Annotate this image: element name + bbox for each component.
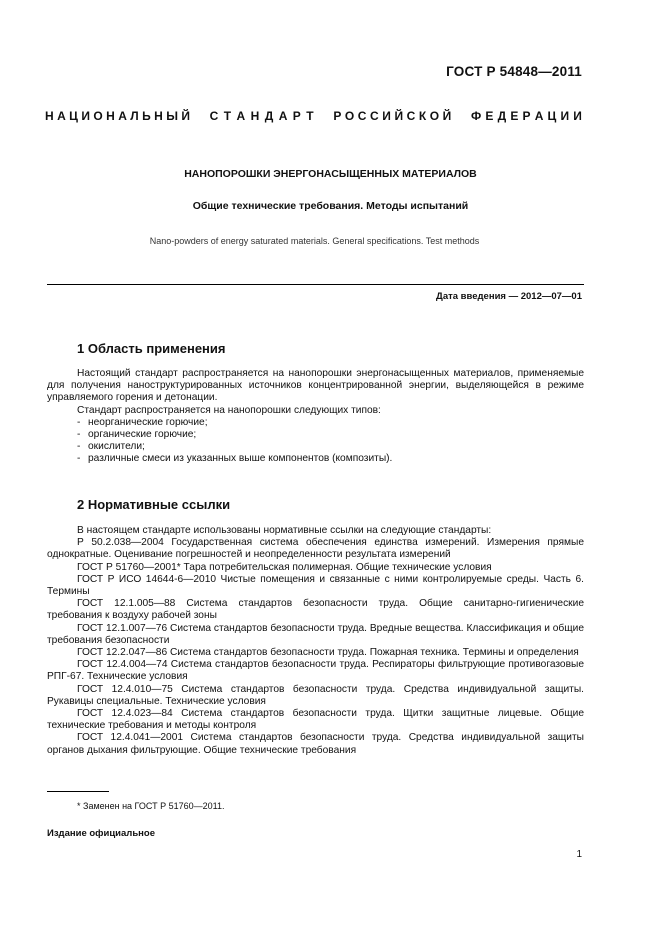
national-standard-banner bbox=[45, 109, 582, 123]
normative-reference: ГОСТ 12.2.047—86 Система стандартов безопасности труда. Пожарная техника. Термины и определения bbox=[77, 647, 579, 659]
section-2-heading: 2 Нормативные ссылки bbox=[77, 497, 231, 512]
normative-reference: ГОСТ 12.1.005—88 Система стандартов безопасности труда. Общие санитарно-гигиенические требования к воздуху рабочей зоны bbox=[47, 598, 584, 622]
normative-reference: ГОСТ Р ИСО 14644-6—2010 Чистые помещения и связанные с ними контролируемые среды. Часть 6. Термины bbox=[47, 573, 584, 598]
powder-types-list bbox=[47, 417, 584, 466]
standard-number: ГОСТ Р 54848—2011 bbox=[446, 64, 582, 79]
section-1-paragraph: Стандарт распространяется на нанопорошки следующих типов: bbox=[77, 404, 381, 416]
normative-reference: ГОСТ 12.4.010—75 Система стандартов безопасности труда. Средства индивидуальной защиты. Рукавицы специальные. Технические условия bbox=[47, 683, 584, 707]
document-title: НАНОПОРОШКИ ЭНЕРГОНАСЫЩЕННЫХ МАТЕРИАЛОВ bbox=[184, 168, 477, 180]
section-2-body bbox=[47, 525, 584, 757]
normative-reference: ГОСТ Р 51760—2001* Тара потребительская полимерная. Общие технические условия bbox=[77, 561, 492, 573]
section-2-intro: В настоящем стандарте использованы нормативные ссылки на следующие стандарты: bbox=[77, 525, 492, 536]
normative-reference: ГОСТ 12.4.004—74 Система стандартов безопасности труда. Респираторы фильтрующие противогазовые РПГ-67. Технические условия bbox=[47, 659, 584, 683]
normative-reference: ГОСТ 12.4.023—84 Система стандартов безопасности труда. Щитки защитные лицевые. Общие технические требования и методы контроля bbox=[47, 708, 584, 732]
banner-word-national: Н А Ц И О Н А Л Ь Н Ы Й bbox=[45, 109, 190, 123]
normative-reference: ГОСТ 12.4.041—2001 Система стандартов безопасности труда. Средства индивидуальной защиты органов дыхания фильтрующие. Общие технические требования bbox=[47, 732, 584, 756]
banner-word-federation: Ф Е Д Е Р А Ц И И bbox=[470, 109, 582, 123]
list-item: - органические горючие; bbox=[77, 429, 197, 441]
page-number: 1 bbox=[576, 849, 582, 860]
title-divider bbox=[47, 284, 584, 285]
normative-reference: ГОСТ 12.1.007—76 Система стандартов безопасности труда. Вредные вещества. Классификация и общие требования безопасности bbox=[47, 622, 584, 646]
section-1-body bbox=[47, 368, 584, 466]
section-1-paragraph: Настоящий стандарт распространяется на нанопорошки энергонасыщенных материалов, применяемые для получения наноструктурированных источников концентрированной энергии, выделяющейся в режиме управляемого горения и детонации. bbox=[47, 368, 584, 404]
english-title: Nano-powders of energy saturated materials. General specifications. Test methods bbox=[149, 236, 480, 246]
list-item: - окислители; bbox=[77, 441, 145, 453]
list-item: - неорганические горючие; bbox=[77, 416, 208, 428]
footnote: * Заменен на ГОСТ Р 51760—2011. bbox=[77, 801, 225, 811]
banner-word-russian: Р О С С И Й С К О Й bbox=[333, 109, 452, 123]
official-edition-label: Издание официальное bbox=[47, 828, 155, 839]
section-1-heading: 1 Область применения bbox=[77, 341, 226, 356]
effective-date: Дата введения — 2012—07—01 bbox=[436, 291, 582, 302]
normative-reference: Р 50.2.038—2004 Государственная система обеспечения единства измерений. Измерения прямые однократные. Оценивание погрешностей и неопределенности результата измерений bbox=[47, 537, 584, 561]
banner-word-standard: С Т А Н Д А Р Т bbox=[209, 109, 314, 123]
list-item: - различные смеси из указанных выше компонентов (композиты). bbox=[77, 453, 393, 465]
footnote-divider bbox=[47, 791, 109, 792]
document-subtitle: Общие технические требования. Методы испытаний bbox=[192, 200, 469, 212]
